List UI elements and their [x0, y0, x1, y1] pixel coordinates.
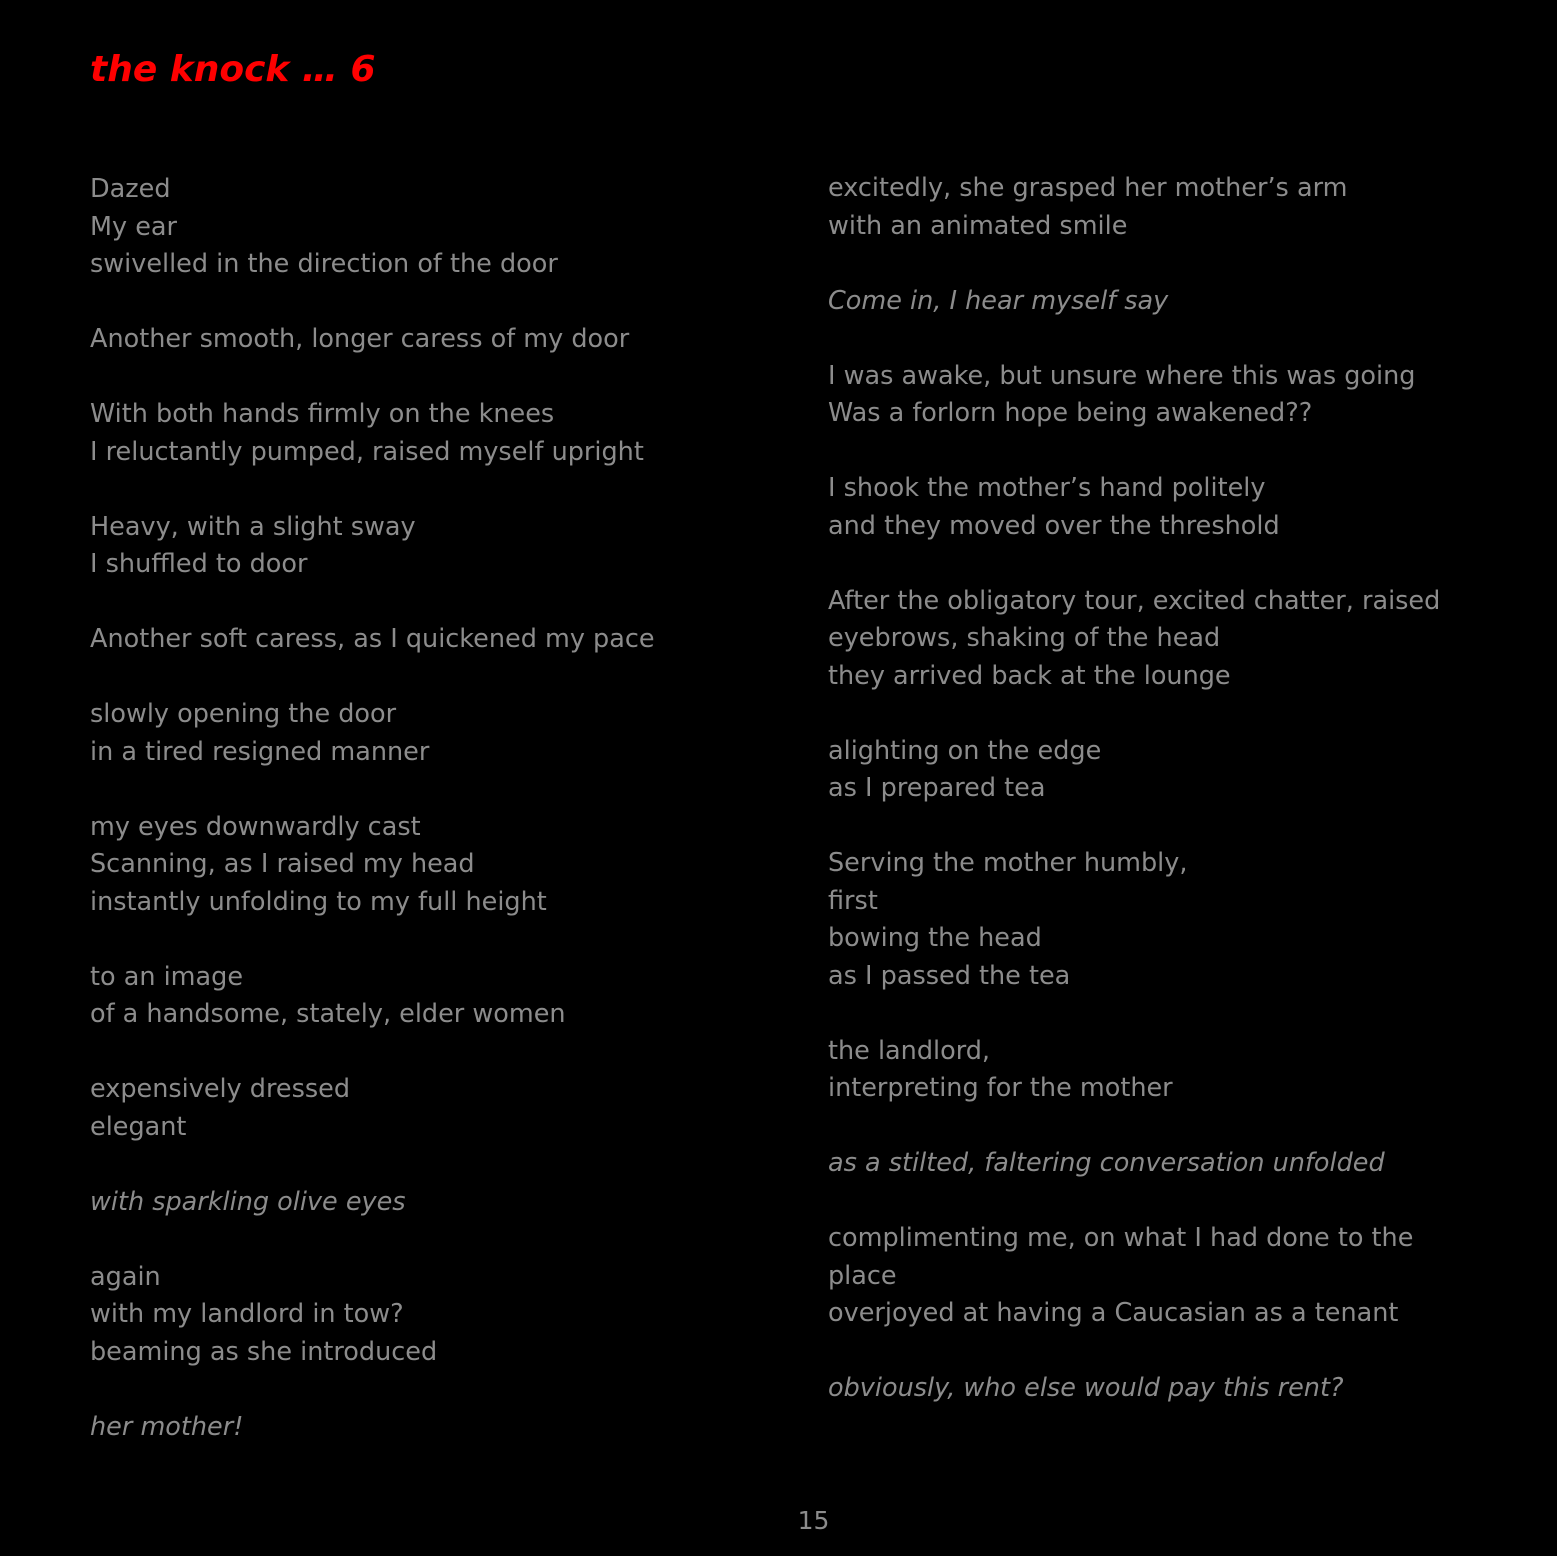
stanza	[90, 1184, 780, 1222]
stanza	[828, 1145, 1518, 1183]
poem-line: place	[828, 1260, 897, 1291]
stanza	[828, 283, 1518, 321]
stanza	[90, 621, 780, 659]
poem-line: my eyes downwardly cast	[90, 811, 421, 842]
poem-line: alighting on the edge	[828, 735, 1102, 766]
poem-line: I was awake, but unsure where this was going	[828, 360, 1416, 391]
stanza	[90, 1071, 780, 1146]
poem-line: Serving the mother humbly,	[828, 848, 1188, 878]
poem-line: interpreting for the mother	[828, 1073, 1173, 1103]
poem-line: excitedly, she grasped her mother’s arm	[828, 173, 1348, 203]
poem-line: With both hands firmly on the knees	[90, 399, 555, 429]
stanza	[90, 809, 780, 922]
stanza	[90, 1259, 780, 1372]
poem-line: After the obligatory tour, excited chatter, raised	[828, 585, 1441, 616]
poem-line: complimenting me, on what I had done to the	[828, 1223, 1414, 1253]
stanza	[90, 396, 780, 471]
stanza	[828, 1370, 1518, 1408]
poem-line: I shuffled to door	[90, 549, 308, 579]
poem-column-right	[828, 170, 1518, 1408]
stanza	[828, 170, 1518, 245]
poem-line: her mother!	[90, 1411, 244, 1442]
poem-line: expensively dressed	[90, 1074, 351, 1104]
stanza	[90, 321, 780, 359]
poem-line: elegant	[90, 1111, 187, 1142]
stanza	[828, 733, 1518, 808]
stanza	[90, 696, 780, 771]
stanza	[828, 1220, 1518, 1333]
poem-line: obviously, who else would pay this rent?	[828, 1373, 1344, 1403]
page-title: the knock … 6	[90, 49, 376, 90]
stanza	[828, 583, 1518, 696]
poem-line: Another soft caress, as I quickened my pace	[90, 624, 655, 654]
poem-line: eyebrows, shaking of the head	[828, 623, 1221, 653]
stanza	[828, 845, 1518, 995]
poem-line: bowing the head	[828, 923, 1042, 953]
poem-line: and they moved over the threshold	[828, 510, 1280, 541]
poem-line: Scanning, as I raised my head	[90, 849, 475, 879]
poem-line: slowly opening the door	[90, 699, 397, 729]
poem-line: instantly unfolding to my full height	[90, 886, 547, 917]
poem-line: first	[828, 885, 878, 916]
poem-line: as a stilted, faltering conversation unfolded	[828, 1148, 1385, 1178]
stanza	[828, 1033, 1518, 1108]
poem-line: in a tired resigned manner	[90, 736, 430, 767]
poem-line: Heavy, with a slight sway	[90, 511, 416, 542]
poem-line: as I passed the tea	[828, 960, 1071, 991]
stanza	[828, 470, 1518, 545]
poem-line: with an animated smile	[828, 210, 1128, 241]
poem-line: with sparkling olive eyes	[90, 1186, 406, 1217]
poem-line: Dazed	[90, 174, 171, 204]
stanza	[90, 1409, 780, 1447]
poem-line: I reluctantly pumped, raised myself upright	[90, 436, 644, 467]
poem-line: I shook the mother’s hand politely	[828, 473, 1266, 503]
poem-line: Another smooth, longer caress of my door	[90, 324, 630, 354]
poem-line: to an image	[90, 961, 244, 992]
poem-line: swivelled in the direction of the door	[90, 249, 558, 279]
stanza	[90, 509, 780, 584]
poem-line: they arrived back at the lounge	[828, 660, 1231, 691]
poem-line: overjoyed at having a Caucasian as a tenant	[828, 1298, 1399, 1328]
stanza	[828, 358, 1518, 433]
poem-line: My ear	[90, 211, 177, 242]
stanza	[90, 959, 780, 1034]
poem-line: with my landlord in tow?	[90, 1299, 404, 1329]
poem-line: of a handsome, stately, elder women	[90, 999, 566, 1029]
poem-column-left	[90, 171, 780, 1446]
poem-line: again	[90, 1261, 161, 1292]
page-number: 15	[797, 1506, 830, 1535]
poem-line: Come in, I hear myself say	[828, 285, 1169, 316]
poem-line: Was a forlorn hope being awakened??	[828, 398, 1313, 428]
poem-line: beaming as she introduced	[90, 1336, 438, 1367]
poem-line: as I prepared tea	[828, 773, 1046, 803]
stanza	[90, 171, 780, 284]
poem-line: the landlord,	[828, 1035, 991, 1066]
